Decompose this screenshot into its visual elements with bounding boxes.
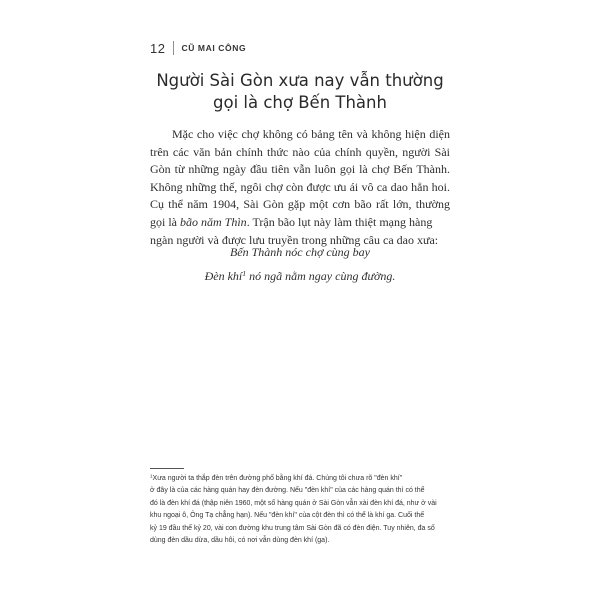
footnote-line: đó là đèn khí đá (thập niên 1960, một số hàng quán ở Sài Gòn vẫn xài đèn khí đá, như ở vài [150,499,437,507]
section-heading [150,70,450,114]
body-line: ngàn người và được lưu truyền trong những câu ca dao xưa: [150,232,439,247]
section-heading-line-2: gọi là chợ Bến Thành [213,93,387,112]
footnote-reference[interactable]: 1 [242,269,247,279]
body-line: Cụ thể năm 1904, Sài Gòn gặp một cơn bão rất lớn, thường [150,197,450,212]
body-line: trên các văn bản chính thức nào của chính quyền, người Sài [150,144,450,159]
body-line: Không những thế, ngôi chợ còn được ưu ái vô ca dao hẳn hoi. [150,179,450,194]
verse-line-1: Bến Thành nóc chợ cùng bay [229,245,371,259]
verse-text-run: nó ngã nằm ngay cùng đường. [246,269,396,283]
verse-line-2 [150,264,450,288]
footnote-line: ở đây là của các hàng quán hay đèn đường. Nếu "đèn khí" của các hàng quán thì có thể [150,487,425,495]
body-line: Mặc cho việc chợ không có bảng tên và không hiện diện [172,127,450,141]
footnote-marker: 1 [150,473,153,479]
footnote-line [150,473,450,485]
body-line: Gòn từ những ngày đầu tiên vẫn luôn gọi là chợ Bến Thành. [150,162,450,177]
footnote-divider [150,468,184,469]
page-number: 12 [150,40,166,56]
running-header [150,38,246,58]
verse-text-run: Đèn khí [204,269,243,283]
body-paragraph [150,126,450,249]
body-text-run: . Trận bão lụt này làm thiệt mạng hàng [246,214,433,229]
footnote [150,473,450,547]
body-line [150,214,450,232]
section-heading-line-1: Người Sài Gòn xưa nay vẫn thường [156,71,444,90]
footnote-text-run: Xưa người ta thắp đèn trên đường phố bằng khí đá. Chúng tôi chưa rõ "đèn khí" [152,475,403,482]
footnote-line: khu ngoại ô, Ông Tạ chẳng hạn). Nếu "đèn khí" của cột đèn thì có thể là khí ga. Cuối thế [150,512,425,520]
header-divider [173,41,174,55]
body-text-run: gọi là [150,214,180,229]
author-name: CŨ MAI CÔNG [181,43,247,53]
body-italic-term: bão năm Thìn [180,214,247,229]
footnote-line: kỷ 19 đầu thế kỷ 20, vài con đường khu trung tâm Sài Gòn đã có đèn điện. Tuy nhiên, đa số [150,524,435,532]
footnote-line: dùng đèn dầu dừa, dầu hôi, có nơi vẫn dùng đèn khí (ga). [150,537,330,545]
folk-verse [150,240,450,288]
